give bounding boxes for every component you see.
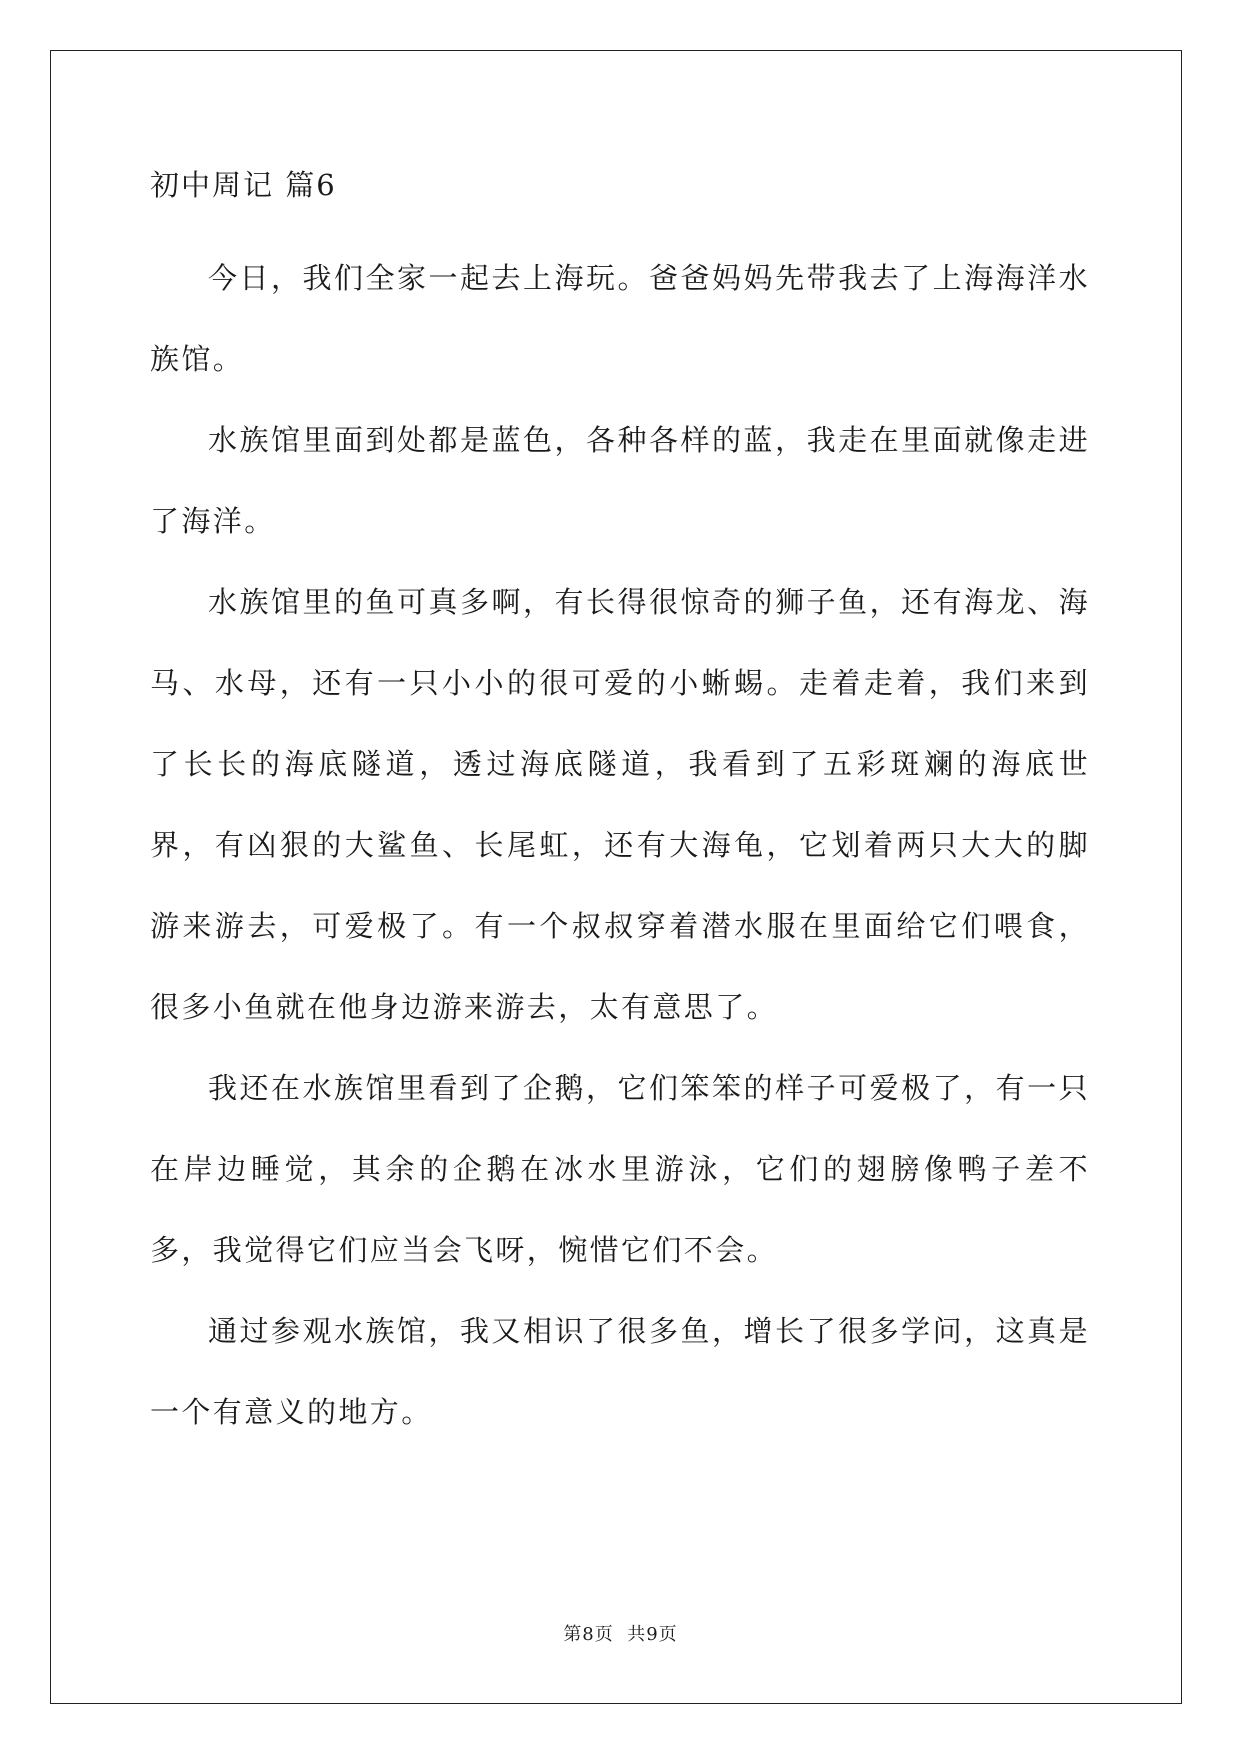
document-body [150, 160, 1090, 1453]
document-title: 初中周记 篇6 [150, 168, 337, 202]
paragraph-2: 水族馆里面到处都是蓝色，各种各样的蓝，我走在里面就像走进了海洋。 [150, 423, 1090, 538]
paragraph-5: 通过参观水族馆，我又相识了很多鱼，增长了很多学问，这真是一个有意义的地方。 [150, 1314, 1090, 1429]
paragraph-1: 今日，我们全家一起去上海玩。爸爸妈妈先带我去了上海海洋水族馆。 [150, 261, 1090, 376]
paragraph-3: 水族馆里的鱼可真多啊，有长得很惊奇的狮子鱼，还有海龙、海马、水母，还有一只小小的很可爱的小蜥蜴。走着走着，我们来到了长长的海底隧道，透过海底隧道，我看到了五彩斑斓的海底世界，有凶狠的大鲨鱼、长尾虹，还有大海龟，它划着两只大大的脚游来游去，可爱极了。有一个叔叔穿着潜水服在里面给它们喂食，很多小鱼就在他身边游来游去，太有意思了。 [150, 585, 1090, 1024]
paragraph-4: 我还在水族馆里看到了企鹅，它们笨笨的样子可爱极了，有一只在岸边睡觉，其余的企鹅在冰水里游泳，它们的翅膀像鸭子差不多，我觉得它们应当会飞呀，惋惜它们不会。 [150, 1071, 1090, 1267]
page-number-footer: 第8页 共9页 [563, 1624, 678, 1645]
